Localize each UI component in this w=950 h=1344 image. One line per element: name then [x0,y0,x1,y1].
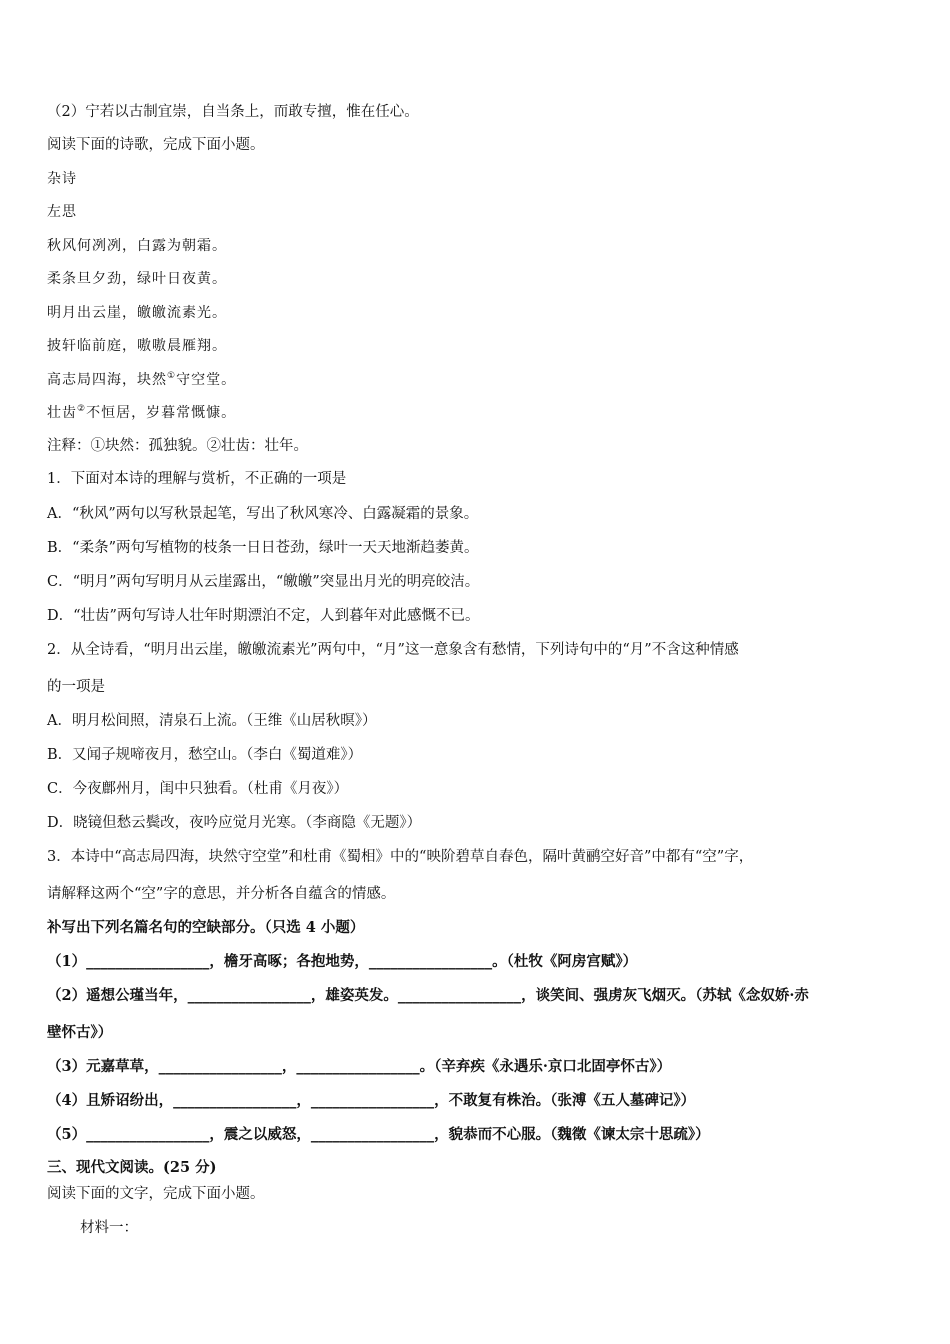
material-one-label: 材料一： [80,1220,138,1236]
poem-line-4: 披轩临前庭，嗷嗷晨雁翔。 [47,338,227,354]
q2-option-d: D．晓镜但愁云鬓改，夜吟应觉月光寒。（李商隐《无题》） [47,815,422,831]
fill-heading: 补写出下列名篇名句的空缺部分。（只选 4 小题） [47,919,365,936]
fill-item-4: （4）且矫诏纷出，_________________，_________________，不敢复有株治。（张溥《五人墓碑记》） [47,1092,696,1109]
poem-line-1: 秋风何冽冽，白露为朝霜。 [47,238,227,254]
poem-title: 杂诗 [47,171,77,187]
poem-line-5-text-b: 守空堂。 [176,372,237,388]
footnote-mark-1: ① [167,371,177,381]
poem-line-5 [47,371,236,389]
fill-item-2-line-1: （2）遥想公瑾当年，_________________，雄姿英发。_________________，谈笑间、强虏灰飞烟灭。（苏轼《念奴娇·赤 [47,987,809,1004]
poem-line-2: 柔条旦夕劲，绿叶日夜黄。 [47,271,227,287]
poem-line-6 [47,404,236,422]
fill-item-2-line-2: 壁怀古》） [47,1024,113,1041]
section-3-heading: 三、现代文阅读。(25 分) [47,1159,217,1176]
intro-line: （2）宁若以古制宜崇，自当条上，而敢专擅，惟在任心。 [47,104,419,120]
footnote-mark-2: ② [77,404,87,414]
q2-option-c: C．今夜鄜州月，闺中只独看。（杜甫《月夜》） [47,781,349,797]
poem-line-3: 明月出云崖，皦皦流素光。 [47,305,227,321]
fill-item-3: （3）元嘉草草，_________________，_________________。（辛弃疾《永遇乐·京口北固亭怀古》） [47,1058,672,1075]
q3-line-1: 3．本诗中“高志局四海，块然守空堂”和杜甫《蜀相》中的“映阶碧草自春色，隔叶黄鹂空好音”中都有“空”字， [47,849,754,865]
q2-option-b: B．又闻子规啼夜月，愁空山。（李白《蜀道难》） [47,747,363,763]
poem-instruction: 阅读下面的诗歌，完成下面小题。 [47,137,265,153]
section-3-instruction: 阅读下面的文字，完成下面小题。 [47,1186,265,1202]
q2-option-a: A．明月松间照，清泉石上流。（王维《山居秋暝》） [47,713,377,729]
fill-item-1: （1）_________________，檐牙高啄；各抱地势，_________________。（杜牧《阿房宫赋》） [47,953,638,970]
q1-option-a: A．“秋风”两句以写秋景起笔，写出了秋风寒冷、白露凝霜的景象。 [47,506,479,522]
poem-line-5-text-a: 高志局四海，块然 [47,372,167,388]
poem-note: 注释：①块然：孤独貌。②壮齿：壮年。 [47,438,308,454]
fill-item-5: （5）_________________，震之以威怒，_________________，貌恭而不心服。（魏徵《谏太宗十思疏》） [47,1126,710,1143]
q3-line-2: 请解释这两个“空”字的意思，并分析各自蕴含的情感。 [47,886,396,902]
q2-stem-line-2: 的一项是 [47,679,105,695]
q2-stem-line-1: 2．从全诗看，“明月出云崖，皦皦流素光”两句中，“月”这一意象含有愁情，下列诗句中的“月”不含这种情感 [47,642,739,658]
poem-author: 左思 [47,204,77,220]
q1-option-c: C．“明月”两句写明月从云崖露出，“皦皦”突显出月光的明亮皎洁。 [47,574,480,590]
q1-option-d: D．“壮齿”两句写诗人壮年时期漂泊不定，人到暮年对此感慨不已。 [47,608,480,624]
poem-line-6-text-a: 壮齿 [47,405,77,421]
poem-line-6-text-b: 不恒居，岁暮常慨慷。 [86,405,237,421]
q1-stem: 1．下面对本诗的理解与赏析，不正确的一项是 [47,471,347,487]
q1-option-b: B．“柔条”两句写植物的枝条一日日苍劲，绿叶一天天地渐趋萎黄。 [47,540,479,556]
